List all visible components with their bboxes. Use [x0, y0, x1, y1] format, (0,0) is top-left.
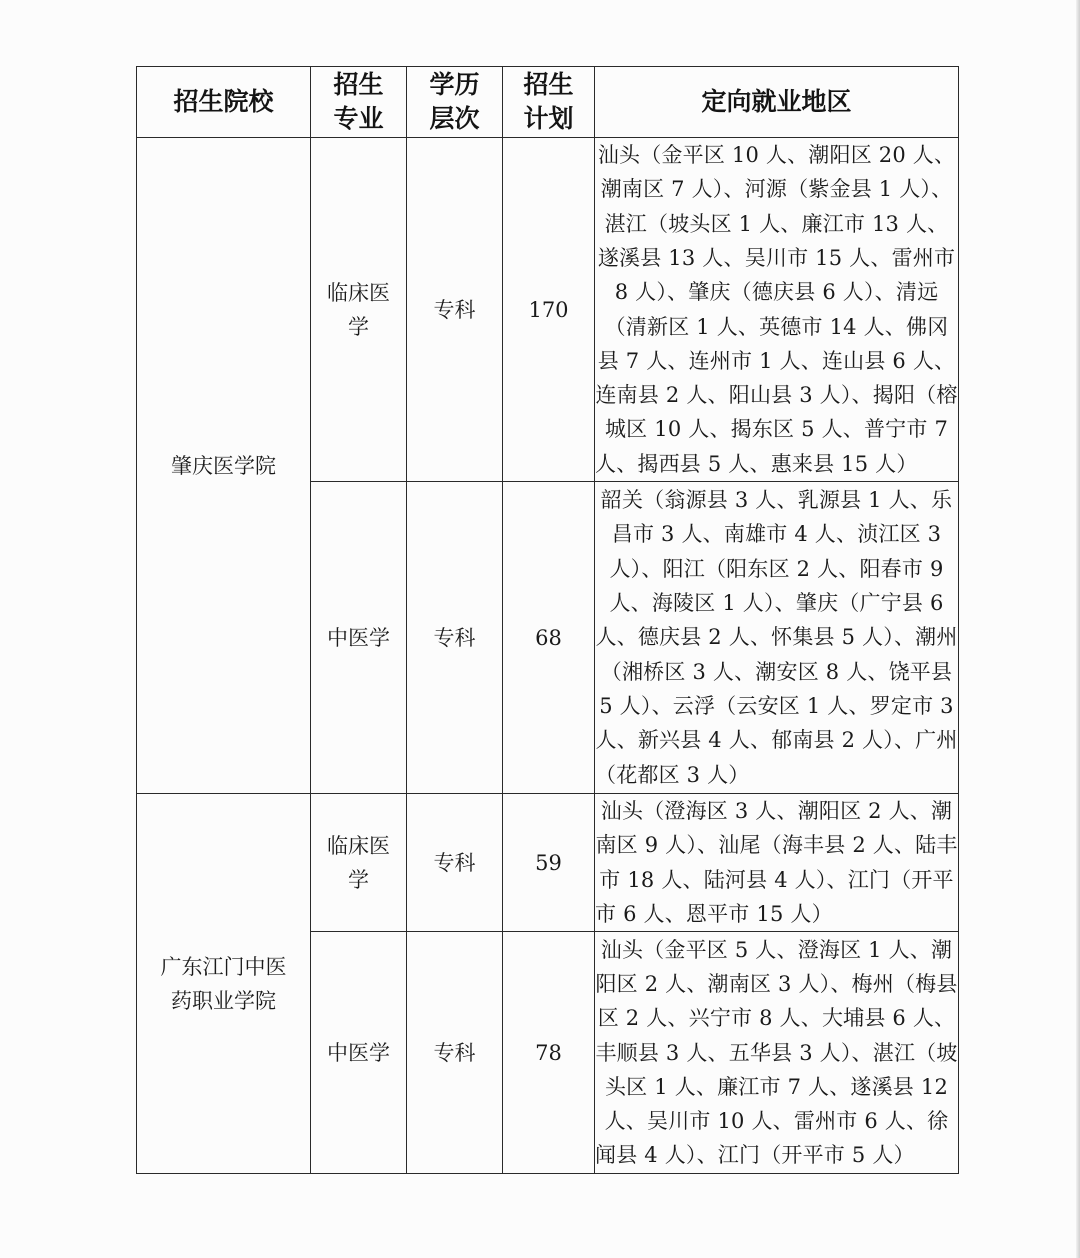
level-cell: 专科 — [407, 138, 503, 482]
level-cell: 专科 — [407, 794, 503, 932]
major-cell: 临床医学 — [311, 138, 407, 482]
plan-cell: 78 — [503, 932, 595, 1174]
table-row — [137, 138, 959, 482]
major-cell: 临床医学 — [311, 794, 407, 932]
header-region: 定向就业地区 — [595, 67, 959, 138]
header-level: 学历 层次 — [407, 67, 503, 138]
region-cell: 汕头（金平区 10 人、潮阳区 20 人、潮南区 7 人）、河源（紫金县 1 人）、湛江（坡头区 1 人、廉江市 13 人、遂溪县 13 人、吴川市 15 人、雷州市 8 人）、肇庆（德庆县 6 人）、清远（清新区 1 人、英德市 14 人、佛冈县 7 人、连州市 1 人、连山县 6 人、连南县 2 人、阳山县 3 人）、揭阳（榕城区 10 人、揭东区 5 人、普宁市 7 人、揭西县 5 人、惠来县 15 人） — [595, 138, 959, 482]
region-cell: 汕头（澄海区 3 人、潮阳区 2 人、潮南区 9 人）、汕尾（海丰县 2 人、陆丰市 18 人、陆河县 4 人）、江门（开平市 6 人、恩平市 15 人） — [595, 794, 959, 932]
page-edge-shadow — [1076, 0, 1080, 1258]
major-cell: 中医学 — [311, 482, 407, 794]
header-plan: 招生 计划 — [503, 67, 595, 138]
table-row — [137, 794, 959, 932]
school-cell: 广东江门中医药职业学院 — [137, 794, 311, 1174]
plan-cell: 68 — [503, 482, 595, 794]
region-cell: 汕头（金平区 5 人、澄海区 1 人、潮阳区 2 人、潮南区 3 人）、梅州（梅县区 2 人、兴宁市 8 人、大埔县 6 人、丰顺县 3 人、五华县 3 人）、湛江（坡头区 1 人、廉江市 7 人、遂溪县 12 人、吴川市 10 人、雷州市 6 人、徐闻县 4 人）、江门（开平市 5 人） — [595, 932, 959, 1174]
school-cell: 肇庆医学院 — [137, 138, 311, 794]
plan-cell: 59 — [503, 794, 595, 932]
level-cell: 专科 — [407, 482, 503, 794]
enrollment-plan-table — [136, 66, 959, 1174]
header-school: 招生院校 — [137, 67, 311, 138]
level-cell: 专科 — [407, 932, 503, 1174]
header-row — [137, 67, 959, 138]
header-major: 招生 专业 — [311, 67, 407, 138]
plan-cell: 170 — [503, 138, 595, 482]
major-cell: 中医学 — [311, 932, 407, 1174]
region-cell: 韶关（翁源县 3 人、乳源县 1 人、乐昌市 3 人、南雄市 4 人、浈江区 3 人）、阳江（阳东区 2 人、阳春市 9 人、海陵区 1 人）、肇庆（广宁县 6 人、德庆县 2 人、怀集县 5 人）、潮州（湘桥区 3 人、潮安区 8 人、饶平县 5 人）、云浮（云安区 1 人、罗定市 3 人、新兴县 4 人、郁南县 2 人）、广州（花都区 3 人） — [595, 482, 959, 794]
